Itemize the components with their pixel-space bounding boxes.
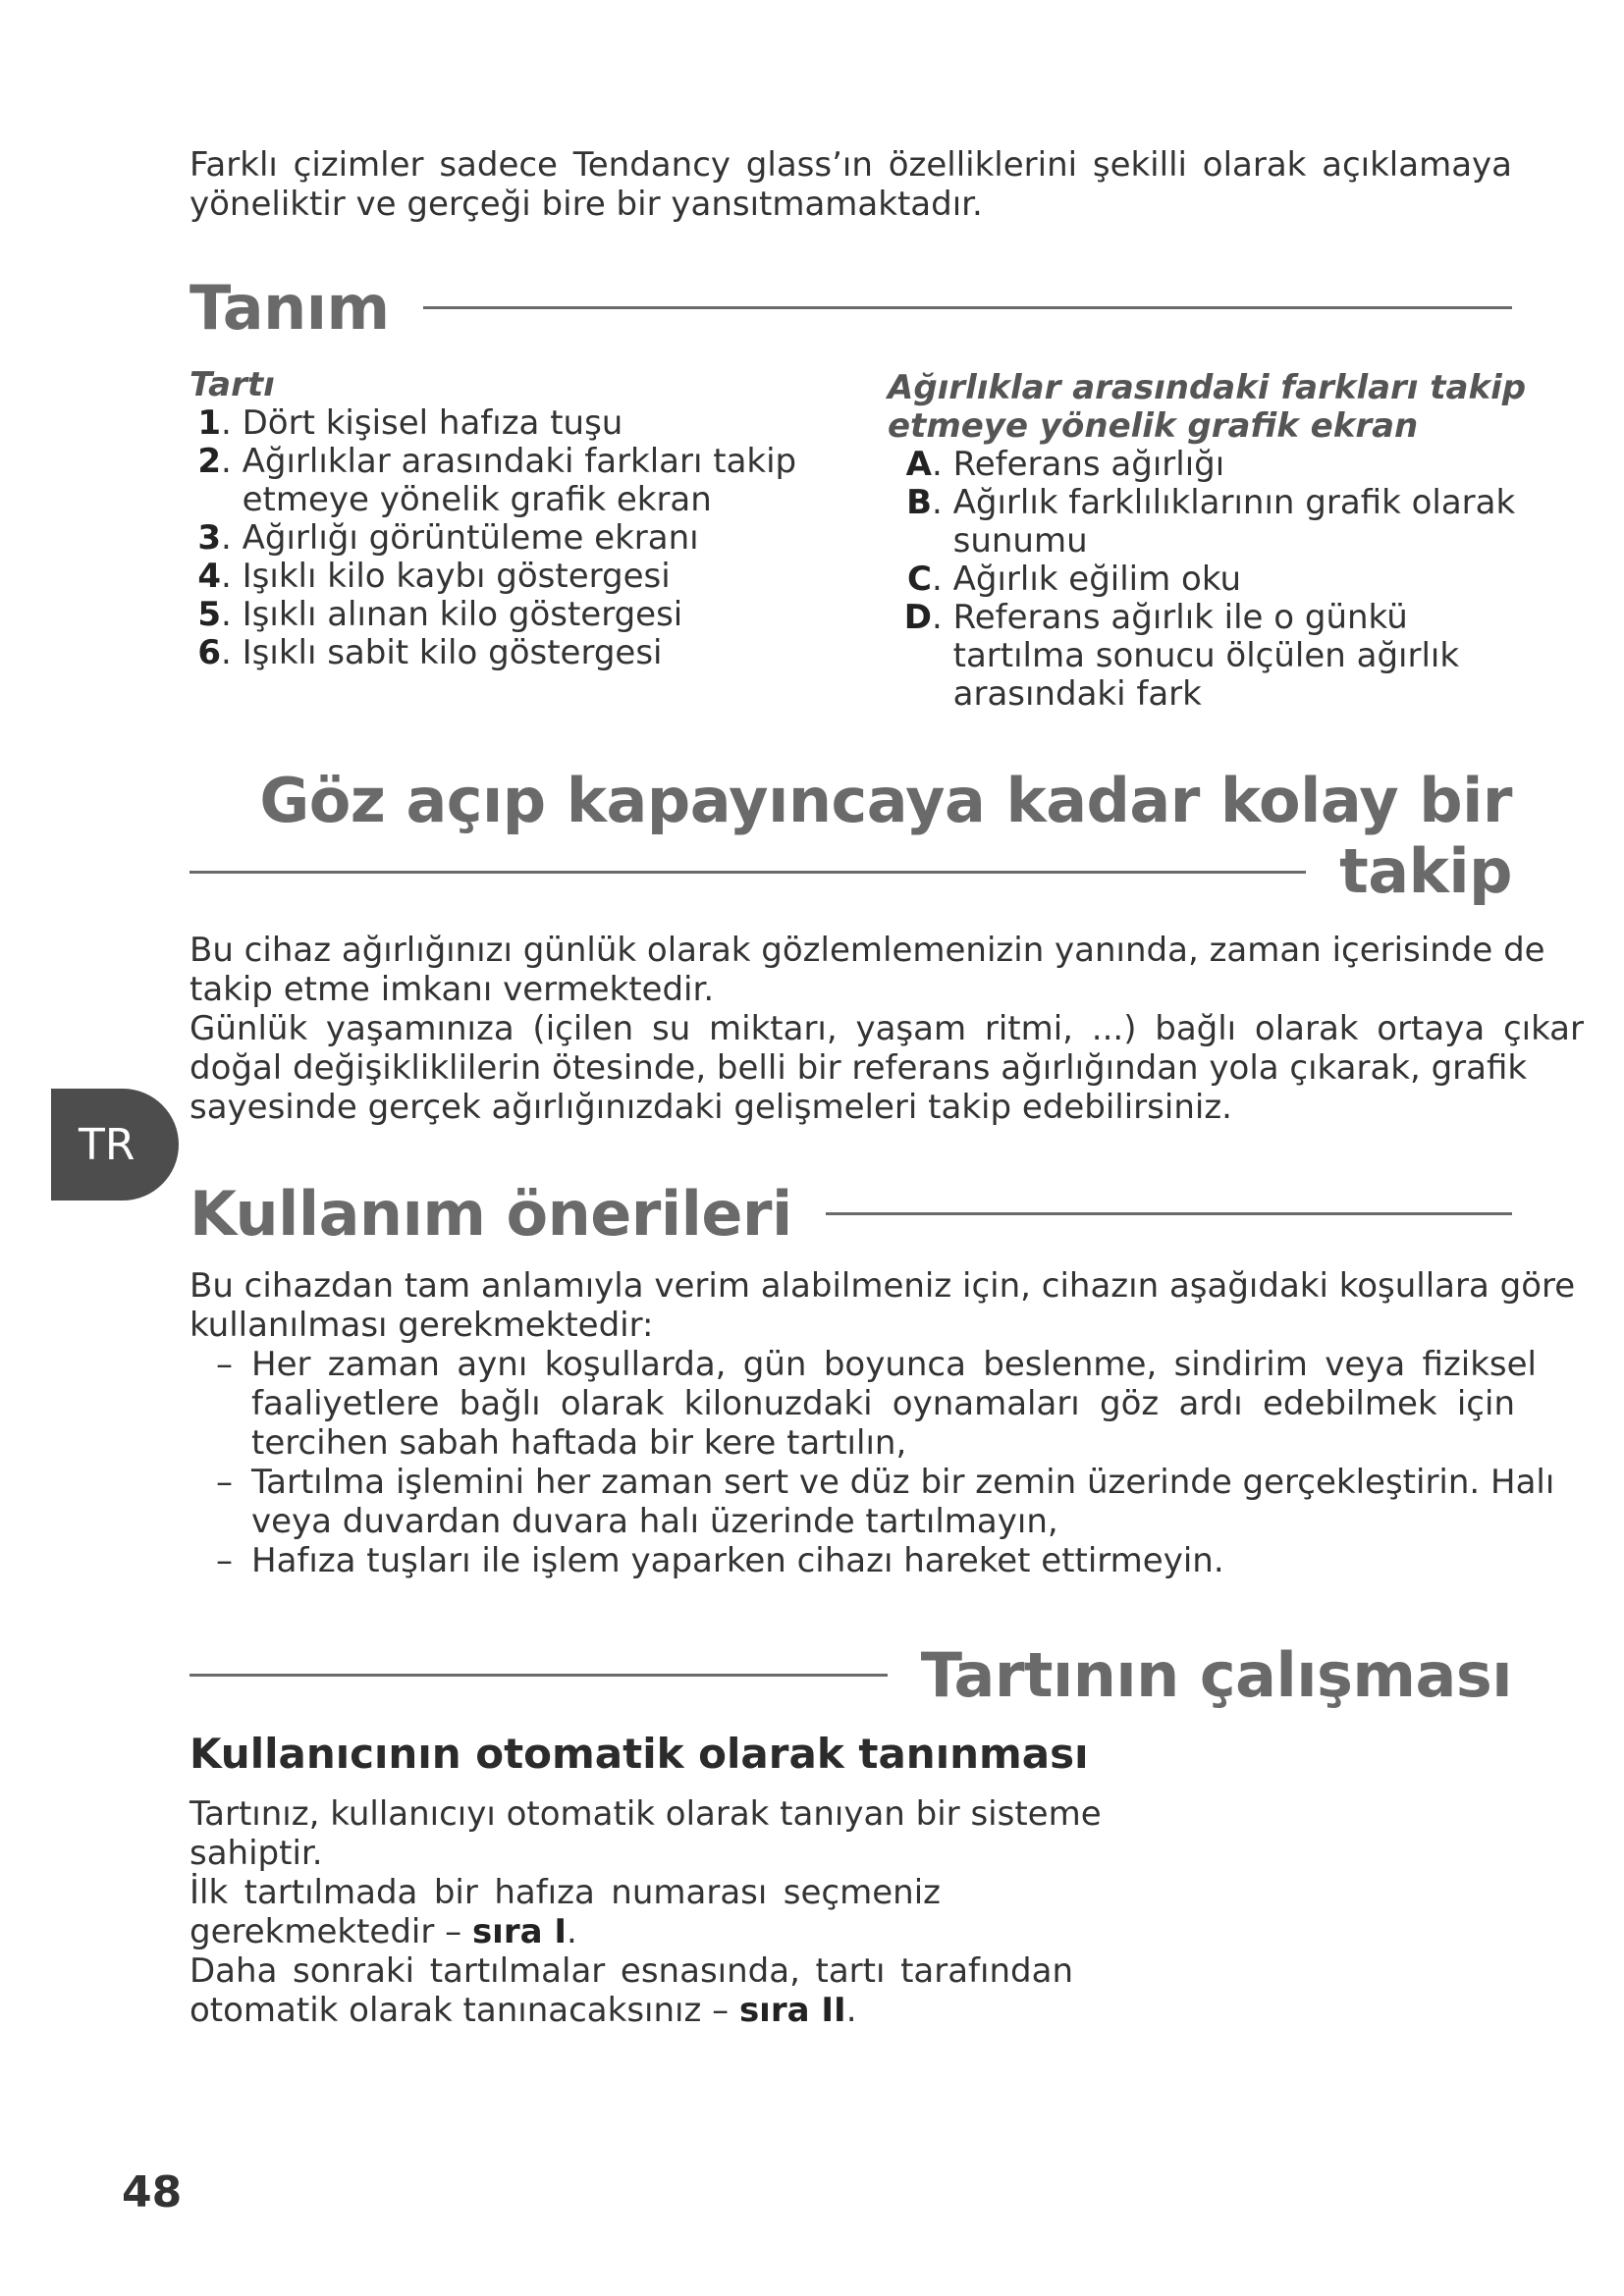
list-item [216, 1345, 1537, 1463]
page-number: 48 [122, 2167, 183, 2217]
paragraph-line: Daha sonraki tartılmalar esnasında, tartı tarafından [189, 1951, 1073, 1991]
item-text: Ağırlık farklılıklarının grafik olarak [952, 483, 1516, 522]
column-title: Tartı [189, 365, 275, 404]
bullet-line: faaliyetlere bağlı olarak kilonuzdaki oynamaları göz ardı edebilmek için [251, 1384, 1515, 1423]
item-letter: D [903, 598, 932, 637]
heading-rule [826, 1212, 1512, 1215]
paragraph-line: sahiptir. [189, 1834, 323, 1873]
section-title: Tanım [189, 271, 390, 344]
graphic-display-column [888, 369, 1536, 714]
heading-rule [189, 871, 1306, 874]
item-text: Işıklı alınan kilo göstergesi [242, 595, 683, 634]
item-number: 6 [197, 633, 221, 672]
bullet-line: Hafıza tuşları ile işlem yaparken cihazı hareket ettirmeyin. [251, 1541, 1224, 1580]
item-text: Işıklı kilo kaybı göstergesi [242, 557, 671, 596]
usage-bullet-list [216, 1345, 1555, 1580]
paragraph-line: Bu cihaz ağırlığınızı günlük olarak gözlemlemenizin yanında, zaman içerisinde de [189, 931, 1545, 970]
item-text: sunumu [952, 521, 1088, 561]
section-heading-tanim [189, 273, 1512, 342]
list-item: C . Ağırlık eğilim oku [888, 561, 1536, 599]
list-item: D . Referans ağırlık ile o günkü tartılma sonucu ölçülen ağırlık arasındaki fark [888, 599, 1536, 714]
paragraph-line: Günlük yaşamınıza (içilen su miktarı, yaşam ritmi, ...) bağlı olarak ortaya çıkar [189, 1009, 1584, 1048]
item-text: Ağırlığı görüntüleme ekranı [242, 518, 699, 558]
list-item: 4 . Işıklı kilo kaybı göstergesi [189, 558, 818, 596]
intro-paragraph [189, 145, 1512, 224]
item-text: Dört kişisel hafıza tuşu [242, 403, 623, 443]
list-item [216, 1463, 1555, 1541]
section-title: takip [1339, 835, 1512, 907]
paragraph-line: takip etme imkanı vermektedir. [189, 970, 715, 1009]
item-letter: C [907, 560, 932, 599]
item-letter: B [906, 483, 932, 522]
bullet-dash: – [216, 1541, 233, 1580]
paragraph-line: sayesinde gerçek ağırlığınızdaki gelişmeleri takip edebilirsiniz. [189, 1088, 1232, 1127]
section-title: Tartının çalışması [920, 1638, 1512, 1711]
paragraph-line [189, 1991, 1073, 2030]
bullet-dash: – [216, 1463, 233, 1502]
inline-text: . [845, 1991, 857, 2030]
section-heading-tartinin [189, 1639, 1512, 1710]
inline-text: gerekmektedir – [189, 1912, 472, 1951]
item-text: Referans ağırlığı [952, 445, 1225, 484]
column-title: etmeye yönelik grafik ekran [888, 406, 1419, 446]
inline-text: otomatik olarak tanınacaksınız – [189, 1991, 739, 2030]
inline-text: . [567, 1912, 577, 1951]
item-text: Ağırlık eğilim oku [952, 560, 1242, 599]
list-item: 3 . Ağırlığı görüntüleme ekranı [189, 519, 818, 558]
item-number: 1 [197, 403, 221, 443]
list-item: A . Referans ağırlığı [888, 446, 1536, 484]
paragraph-line: kullanılması gerekmektedir: [189, 1306, 654, 1345]
section-heading-goz [189, 766, 1512, 907]
item-text: Işıklı sabit kilo göstergesi [242, 633, 663, 672]
section-title: Kullanım önerileri [189, 1177, 792, 1250]
heading-rule [423, 306, 1512, 309]
language-code: TR [79, 1119, 135, 1170]
paragraph-line [189, 1912, 1073, 1951]
kullanim-paragraph [189, 1266, 1576, 1345]
item-text: arasındaki fark [952, 674, 1202, 714]
bullet-dash: – [216, 1345, 233, 1384]
item-letter: A [905, 445, 932, 484]
subsection-title: Kullanıcının otomatik olarak tanınması [189, 1730, 1089, 1778]
item-text: etmeye yönelik grafik ekran [242, 480, 712, 519]
item-text: Ağırlıklar arasındaki farkları takip [242, 442, 797, 481]
goz-paragraph [189, 931, 1584, 1127]
list-item: 6 . Işıklı sabit kilo göstergesi [189, 634, 818, 672]
item-text: Referans ağırlık ile o günkü [952, 598, 1408, 637]
paragraph-line: Tartınız, kullanıcıyı otomatik olarak tanıyan bir sisteme [189, 1794, 1102, 1834]
bullet-line: tercihen sabah haftada bir kere tartılın, [251, 1423, 907, 1463]
column-title: Ağırlıklar arasındaki farkları takip [888, 368, 1527, 407]
item-number: 3 [197, 518, 221, 558]
item-number: 2 [197, 442, 221, 481]
paragraph-line: İlk tartılmada bir hafıza numarası seçmeniz [189, 1873, 941, 1912]
list-item: 1 . Dört kişisel hafıza tuşu [189, 404, 818, 443]
item-number: 5 [197, 595, 221, 634]
bullet-line: veya duvardan duvara halı üzerinde tartılmayın, [251, 1502, 1058, 1541]
heading-rule [189, 1674, 888, 1677]
list-item: B . Ağırlık farklılıklarının grafik olarak sunumu [888, 484, 1536, 561]
intro-line: Farklı çizimler sadece Tendancy glass’ın özelliklerini şekilli olarak açıklamaya [189, 145, 1512, 185]
scale-parts-column [189, 366, 818, 672]
language-tab [51, 1089, 179, 1201]
section-title: Göz açıp kapayıncaya kadar kolay bir [259, 765, 1512, 836]
list-item: 2 . Ağırlıklar arasındaki farkları takip etmeye yönelik grafik ekran [189, 443, 818, 519]
bullet-line: Tartılma işlemini her zaman sert ve düz bir zemin üzerinde gerçekleştirin. Halı [251, 1463, 1555, 1502]
intro-line: yöneliktir ve gerçeği bire bir yansıtmamaktadır. [189, 185, 983, 224]
list-item [216, 1541, 1537, 1580]
tartinin-paragraph [189, 1794, 1102, 2030]
item-number: 4 [197, 557, 221, 596]
step-reference: sıra I [471, 1912, 568, 1951]
bullet-line: Her zaman aynı koşullarda, gün boyunca beslenme, sindirim veya fiziksel [251, 1345, 1537, 1384]
paragraph-line: Bu cihazdan tam anlamıyla verim alabilmeniz için, cihazın aşağıdaki koşullara göre [189, 1266, 1576, 1306]
item-text: tartılma sonucu ölçülen ağırlık [952, 636, 1460, 675]
step-reference: sıra II [738, 1991, 846, 2030]
paragraph-line: doğal değişikliklilerin ötesinde, belli bir referans ağırlığından yola çıkarak, grafik [189, 1048, 1528, 1088]
list-item: 5 . Işıklı alınan kilo göstergesi [189, 596, 818, 634]
section-heading-kullanim [189, 1178, 1512, 1249]
